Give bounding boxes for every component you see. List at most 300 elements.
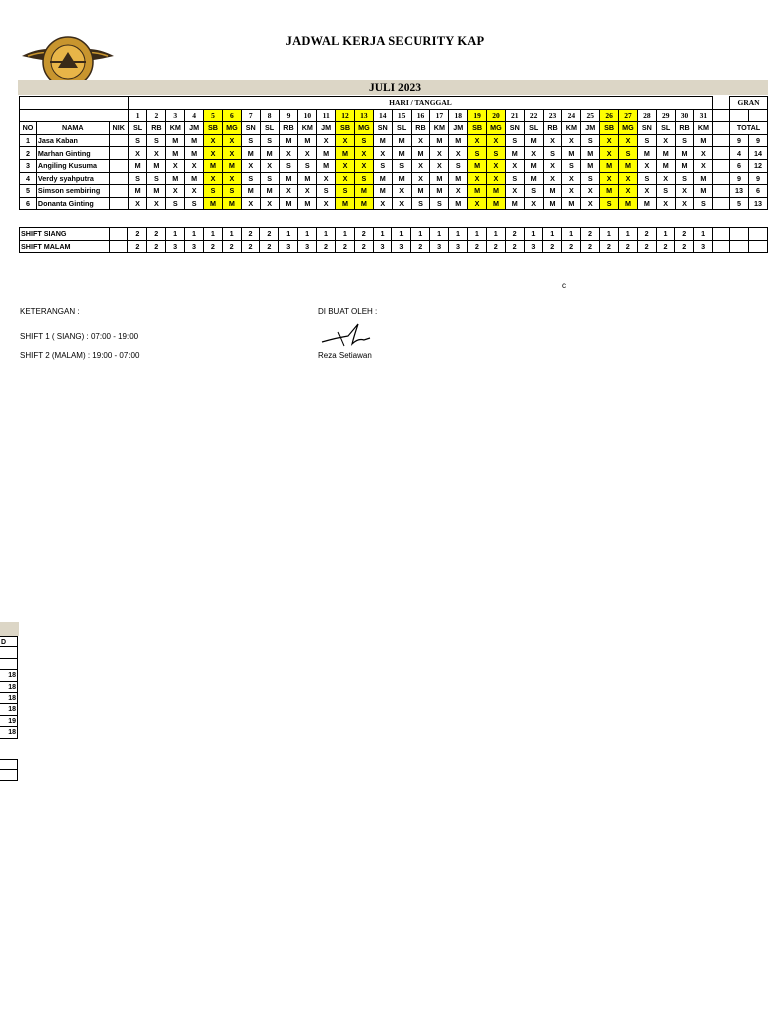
shift-cell: S [468, 147, 487, 160]
shift-cell: X [600, 134, 619, 147]
shift-cell: M [468, 185, 487, 198]
weekday-abbr: RB [411, 122, 430, 135]
shift-cell: M [336, 197, 355, 210]
shift-cell: X [317, 134, 336, 147]
day-number: 26 [600, 109, 619, 122]
weekday-abbr: SL [260, 122, 279, 135]
day-number: 11 [317, 109, 336, 122]
shift-cell: S [675, 134, 694, 147]
shift-cell: M [562, 197, 581, 210]
weekday-abbr: SL [524, 122, 543, 135]
shift-cell: M [241, 185, 260, 198]
shift-cell: M [430, 134, 449, 147]
fragment-value: 18 [0, 704, 18, 715]
shift-cell: M [449, 134, 468, 147]
totals-value: 2 [467, 240, 486, 253]
shift-cell: M [185, 134, 204, 147]
shift-cell: X [204, 172, 223, 185]
day-number: 18 [449, 109, 468, 122]
totals-value: 2 [599, 240, 618, 253]
shift-cell: X [543, 159, 562, 172]
shift-cell: M [317, 159, 336, 172]
shift-cell: S [147, 172, 166, 185]
totals-value: 1 [486, 228, 505, 241]
shift-cell: S [241, 172, 260, 185]
blank-cell [713, 147, 730, 160]
totals-value: 2 [260, 240, 279, 253]
table-row [20, 172, 768, 185]
fragment-band [0, 622, 19, 636]
shift-cell: X [204, 147, 223, 160]
day-number: 27 [619, 109, 638, 122]
shift-cell: X [581, 197, 600, 210]
employee-nik [109, 172, 128, 185]
shift-cell: S [524, 185, 543, 198]
blank-cell [109, 228, 128, 241]
totals-value: 2 [317, 240, 336, 253]
shift-cell: S [222, 185, 241, 198]
shift-cell: S [373, 159, 392, 172]
shift-cell: M [449, 197, 468, 210]
shift-cell: X [147, 147, 166, 160]
shift-cell: X [637, 185, 656, 198]
shift-cell: X [222, 172, 241, 185]
shift-cell: M [354, 185, 373, 198]
shift-cell: X [619, 134, 638, 147]
totals-value: 2 [562, 240, 581, 253]
header-row-weekdays [20, 122, 768, 135]
totals-value: 1 [166, 228, 185, 241]
blank-cell [748, 109, 767, 122]
shift-cell: M [166, 134, 185, 147]
keterangan-label: KETERANGAN : [20, 307, 80, 316]
day-number: 22 [524, 109, 543, 122]
totals-value: 1 [185, 228, 204, 241]
document-title: JADWAL KERJA SECURITY KAP [285, 34, 485, 48]
shift-cell: X [336, 159, 355, 172]
weekday-abbr: KM [298, 122, 317, 135]
shift-cell: M [694, 172, 713, 185]
shift-cell: M [430, 185, 449, 198]
totals-value: 3 [449, 240, 468, 253]
shift-cell: M [543, 197, 562, 210]
shift-cell: S [505, 172, 524, 185]
shift-cell: S [449, 159, 468, 172]
shift-cell: M [487, 197, 506, 210]
weekday-abbr: SB [336, 122, 355, 135]
shift-cell: M [373, 172, 392, 185]
weekday-abbr: SL [656, 122, 675, 135]
shift-cell: X [411, 134, 430, 147]
shift-cell: S [204, 185, 223, 198]
shift-cell: X [392, 185, 411, 198]
row-number: 5 [20, 185, 37, 198]
day-number: 6 [222, 109, 241, 122]
shift-cell: M [241, 147, 260, 160]
shift-cell: M [656, 159, 675, 172]
shift-cell: M [260, 147, 279, 160]
shift-cell: M [185, 147, 204, 160]
shift-cell: X [354, 147, 373, 160]
totals-value: 2 [675, 228, 694, 241]
shift-cell: M [562, 147, 581, 160]
shift-cell: X [619, 172, 638, 185]
shift-cell: M [524, 172, 543, 185]
blank-cell [729, 240, 748, 253]
corner-cell [20, 97, 129, 110]
weekday-abbr: JM [317, 122, 336, 135]
day-number: 2 [147, 109, 166, 122]
shift-totals-table [19, 227, 768, 253]
shift-cell: X [505, 159, 524, 172]
day-number: 8 [260, 109, 279, 122]
totals-value: 2 [128, 240, 147, 253]
header-row-dates [20, 109, 768, 122]
shift-cell: X [562, 134, 581, 147]
col-name-header: NAMA [36, 122, 109, 135]
shift-cell: S [128, 134, 147, 147]
totals-value: 2 [147, 240, 166, 253]
weekday-abbr: MG [619, 122, 638, 135]
day-number: 16 [411, 109, 430, 122]
weekday-abbr: MG [222, 122, 241, 135]
weekday-abbr: KM [166, 122, 185, 135]
shift-cell: X [279, 147, 298, 160]
shift-cell: S [619, 147, 638, 160]
gap-cell [713, 97, 730, 110]
day-number: 1 [128, 109, 147, 122]
totals-value: 3 [392, 240, 411, 253]
shift-cell: M [354, 197, 373, 210]
shift-cell: M [524, 134, 543, 147]
shift-cell: M [260, 185, 279, 198]
shift-cell: X [317, 172, 336, 185]
shift-cell: M [468, 159, 487, 172]
totals-value: 1 [430, 228, 449, 241]
shift-cell: M [128, 159, 147, 172]
day-number: 25 [581, 109, 600, 122]
shift-cell: S [260, 134, 279, 147]
shift-cell: X [373, 147, 392, 160]
blank-cell [713, 109, 730, 122]
shift-cell: S [166, 197, 185, 210]
day-number: 21 [505, 109, 524, 122]
totals-value: 1 [449, 228, 468, 241]
day-number: 4 [185, 109, 204, 122]
table-row [20, 185, 768, 198]
shift-cell: M [298, 134, 317, 147]
shift-cell: X [166, 159, 185, 172]
weekday-abbr: RB [279, 122, 298, 135]
totals-value: 3 [185, 240, 204, 253]
total-siang: 5 [730, 197, 749, 210]
shift-cell: M [279, 134, 298, 147]
col-no-header: NO [20, 122, 37, 135]
employee-nik [109, 159, 128, 172]
shift-cell: X [675, 185, 694, 198]
day-number: 23 [543, 109, 562, 122]
shift-cell: X [694, 147, 713, 160]
fragment-header: D [0, 636, 18, 647]
totals-value: 1 [411, 228, 430, 241]
shift-cell: M [581, 147, 600, 160]
totals-value: 2 [354, 228, 373, 241]
employee-name: Simson sembiring [36, 185, 109, 198]
shift-cell: M [543, 185, 562, 198]
totals-value: 3 [298, 240, 317, 253]
shift-cell: X [222, 134, 241, 147]
shift-cell: M [147, 185, 166, 198]
totals-row [20, 228, 768, 241]
shift-cell: S [317, 185, 336, 198]
shift-cell: X [222, 147, 241, 160]
shift-cell: X [600, 172, 619, 185]
fragment-empty [0, 659, 18, 670]
employee-name: Verdy syahputra [36, 172, 109, 185]
shift-cell: X [411, 172, 430, 185]
shift-cell: X [185, 159, 204, 172]
shift-cell: M [298, 172, 317, 185]
totals-value: 1 [599, 228, 618, 241]
shift-cell: M [656, 147, 675, 160]
shift-cell: S [185, 197, 204, 210]
shift-cell: S [430, 197, 449, 210]
totals-value: 2 [543, 240, 562, 253]
shift-cell: X [336, 172, 355, 185]
shift-cell: X [241, 159, 260, 172]
shift-cell: M [166, 172, 185, 185]
weekday-abbr: SL [128, 122, 147, 135]
shift-cell: X [430, 159, 449, 172]
day-number: 19 [468, 109, 487, 122]
day-number: 20 [487, 109, 506, 122]
shift-cell: X [487, 172, 506, 185]
shift-cell: M [373, 134, 392, 147]
weekday-abbr: KM [430, 122, 449, 135]
blank-cell [713, 228, 730, 241]
total-malam: 9 [748, 134, 767, 147]
blank-cell [730, 109, 749, 122]
shift-cell: S [241, 134, 260, 147]
employee-name: Marhan Ginting [36, 147, 109, 160]
shift-cell: S [279, 159, 298, 172]
shift-cell: X [449, 147, 468, 160]
shift-cell: M [637, 147, 656, 160]
total-malam: 9 [748, 172, 767, 185]
blank-cell [713, 197, 730, 210]
fragment-value: 19 [0, 716, 18, 727]
shift-cell: S [694, 197, 713, 210]
day-number: 14 [373, 109, 392, 122]
total-siang: 9 [730, 134, 749, 147]
shift-cell: M [392, 172, 411, 185]
day-number: 30 [675, 109, 694, 122]
shift-cell: M [694, 134, 713, 147]
shift-cell: X [354, 159, 373, 172]
shift-cell: X [543, 134, 562, 147]
weekday-abbr: KM [694, 122, 713, 135]
totals-value: 2 [128, 228, 147, 241]
blank-cell [713, 134, 730, 147]
totals-value: 2 [675, 240, 694, 253]
shift-cell: M [637, 197, 656, 210]
fragment-value: 18 [0, 727, 18, 738]
row-number: 2 [20, 147, 37, 160]
day-number: 3 [166, 109, 185, 122]
blank-cell [713, 185, 730, 198]
table-row [20, 159, 768, 172]
day-number: 9 [279, 109, 298, 122]
shift-cell: M [600, 159, 619, 172]
shift-cell: S [354, 172, 373, 185]
signature-image [318, 318, 376, 350]
shift-cell: X [317, 197, 336, 210]
shift-cell: X [392, 197, 411, 210]
shift-cell: X [543, 172, 562, 185]
shift-cell: M [298, 197, 317, 210]
shift-cell: M [675, 159, 694, 172]
weekday-abbr: JM [581, 122, 600, 135]
shift-cell: X [204, 134, 223, 147]
totals-row [20, 240, 768, 253]
shift-cell: X [449, 185, 468, 198]
weekday-abbr: MG [487, 122, 506, 135]
total-siang: 13 [730, 185, 749, 198]
shift-cell: X [279, 185, 298, 198]
shift-cell: S [354, 134, 373, 147]
blank-cell [713, 159, 730, 172]
totals-value: 1 [656, 228, 675, 241]
totals-value: 2 [260, 228, 279, 241]
shift-cell: M [279, 172, 298, 185]
total-malam: 6 [748, 185, 767, 198]
shift-cell: S [505, 134, 524, 147]
shift-cell: M [505, 197, 524, 210]
day-number: 17 [430, 109, 449, 122]
weekday-abbr: MG [354, 122, 373, 135]
totals-value: 2 [241, 228, 260, 241]
shift-cell: X [487, 159, 506, 172]
shift-cell: M [619, 159, 638, 172]
employee-name: Jasa Kaban [36, 134, 109, 147]
weekday-abbr: RB [147, 122, 166, 135]
totals-label: SHIFT MALAM [20, 240, 110, 253]
totals-value: 2 [581, 228, 600, 241]
blank-cell [713, 172, 730, 185]
shift-cell: S [562, 159, 581, 172]
shift-cell: M [166, 147, 185, 160]
shift-cell: X [147, 197, 166, 210]
fragment-value: 18 [0, 670, 18, 681]
shift-cell: S [637, 172, 656, 185]
shift-cell: X [468, 172, 487, 185]
header-row-days [20, 97, 768, 110]
shift-cell: X [166, 185, 185, 198]
totals-value: 3 [166, 240, 185, 253]
row-number: 3 [20, 159, 37, 172]
signer-name: Reza Setiawan [318, 351, 372, 360]
totals-value: 2 [147, 228, 166, 241]
totals-value: 2 [411, 240, 430, 253]
shift-cell: M [279, 197, 298, 210]
weekday-abbr: JM [185, 122, 204, 135]
weekday-abbr: SL [392, 122, 411, 135]
shift1-note: SHIFT 1 ( SIANG) : 07:00 - 19:00 [20, 332, 139, 341]
blank-cell [109, 240, 128, 253]
shift-cell: M [411, 147, 430, 160]
day-number: 31 [694, 109, 713, 122]
shift-cell: M [487, 185, 506, 198]
shift-cell: M [222, 159, 241, 172]
totals-value: 1 [543, 228, 562, 241]
totals-value: 1 [562, 228, 581, 241]
shift-cell: X [411, 159, 430, 172]
shift-cell: X [128, 147, 147, 160]
shift-cell: X [637, 159, 656, 172]
totals-value: 2 [505, 240, 524, 253]
grand-header: GRAN [730, 97, 768, 110]
shift-cell: M [524, 159, 543, 172]
shift-cell: M [675, 147, 694, 160]
shift-cell: M [222, 197, 241, 210]
row-number: 6 [20, 197, 37, 210]
shift-cell: M [373, 185, 392, 198]
shift-cell: X [694, 159, 713, 172]
shift-cell: X [656, 134, 675, 147]
weekday-abbr: SN [373, 122, 392, 135]
shift-cell: S [637, 134, 656, 147]
blank-cell [729, 228, 748, 241]
weekday-abbr: SB [600, 122, 619, 135]
day-number: 7 [241, 109, 260, 122]
fragment-empty [0, 647, 18, 658]
shift-cell: X [430, 147, 449, 160]
left-cropped-fragment [0, 622, 20, 781]
shift-cell: S [411, 197, 430, 210]
blank-cell [20, 109, 129, 122]
shift-cell: X [656, 172, 675, 185]
totals-value: 2 [486, 240, 505, 253]
totals-value: 1 [279, 228, 298, 241]
totals-value: 2 [354, 240, 373, 253]
col-total-header: TOTAL [730, 122, 768, 135]
day-number: 24 [562, 109, 581, 122]
totals-value: 1 [467, 228, 486, 241]
table-row [20, 147, 768, 160]
shift-cell: X [241, 197, 260, 210]
shift-cell: M [392, 134, 411, 147]
totals-value: 1 [618, 228, 637, 241]
day-number: 28 [637, 109, 656, 122]
shift-cell: S [392, 159, 411, 172]
total-siang: 6 [730, 159, 749, 172]
weekday-abbr: JM [449, 122, 468, 135]
shift-cell: X [656, 197, 675, 210]
day-number: 12 [336, 109, 355, 122]
shift-cell: S [675, 172, 694, 185]
totals-value: 2 [241, 240, 260, 253]
shift-cell: X [524, 147, 543, 160]
shift-cell: M [505, 147, 524, 160]
shift-cell: X [675, 197, 694, 210]
totals-value: 2 [637, 228, 656, 241]
shift-cell: S [128, 172, 147, 185]
shift-cell: M [317, 147, 336, 160]
shift-cell: X [298, 185, 317, 198]
total-siang: 4 [730, 147, 749, 160]
shift-cell: S [147, 134, 166, 147]
weekday-abbr: SN [505, 122, 524, 135]
